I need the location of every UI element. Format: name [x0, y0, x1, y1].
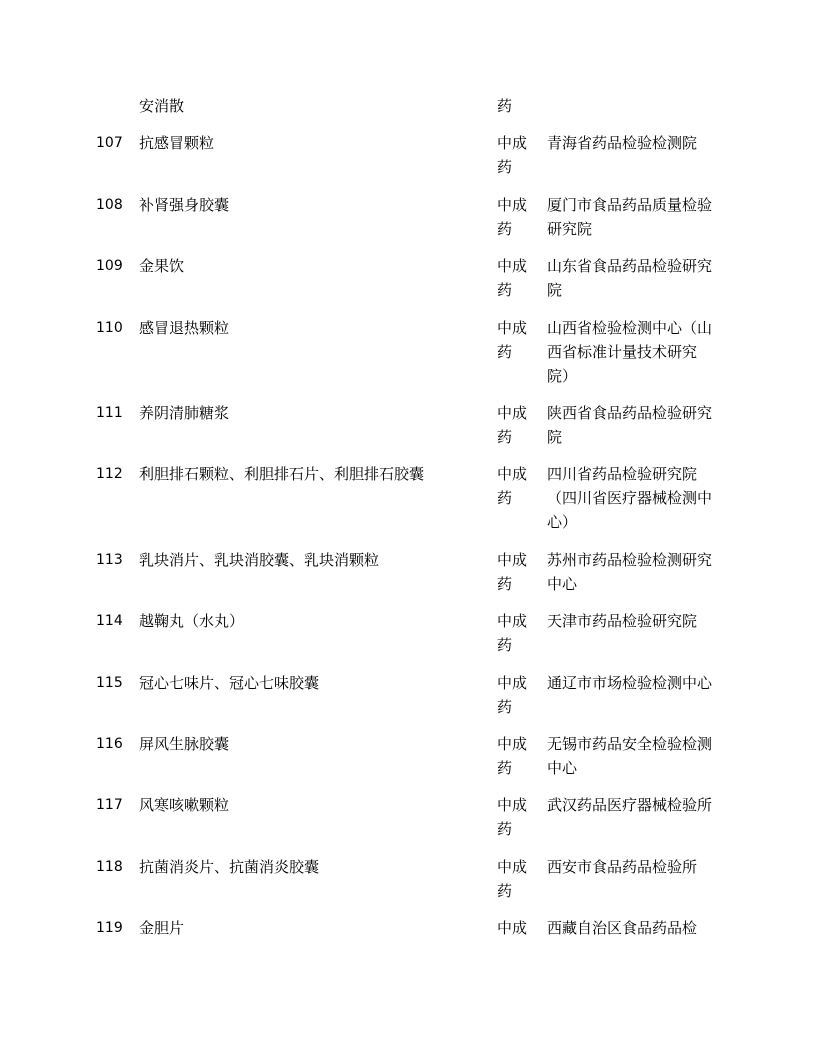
drug-name: 乳块消片、乳块消胶囊、乳块消颗粒	[139, 551, 380, 569]
drug-name: 安消散	[139, 97, 185, 115]
inspection-institution: 厦门市食品药品质量检验研究院	[547, 196, 713, 238]
drug-type: 中成药	[497, 612, 528, 654]
table-row	[0, 94, 816, 131]
drug-type: 中成药	[497, 257, 528, 299]
inspection-institution: 西藏自治区食品药品检	[547, 919, 698, 937]
table-row	[0, 193, 816, 254]
inspection-institution: 陕西省食品药品检验研究院	[547, 404, 713, 446]
table-row	[0, 609, 816, 671]
inspection-institution: 青海省药品检验检测院	[547, 134, 698, 152]
drug-name: 养阴清肺糖浆	[139, 404, 230, 422]
drug-type: 药	[497, 97, 513, 115]
inspection-institution: 山东省食品药品检验研究院	[547, 257, 713, 299]
drug-type: 中成药	[497, 858, 528, 900]
drug-name: 屏风生脉胶囊	[139, 735, 230, 753]
drug-name: 风寒咳嗽颗粒	[139, 796, 230, 814]
drug-name: 金胆片	[139, 919, 185, 937]
drug-name: 补肾强身胶囊	[139, 196, 230, 214]
row-number: 109	[96, 258, 123, 274]
row-number: 114	[96, 613, 123, 629]
row-number: 111	[96, 405, 123, 421]
drug-name: 抗感冒颗粒	[139, 134, 215, 152]
drug-type: 中成药	[497, 404, 528, 446]
table-row	[0, 732, 816, 793]
row-number: 108	[96, 197, 123, 213]
drug-type: 中成药	[497, 319, 528, 361]
drug-inspection-table	[0, 94, 816, 956]
table-row	[0, 855, 816, 916]
row-number: 116	[96, 736, 123, 752]
row-number: 107	[96, 135, 123, 151]
drug-type: 中成药	[497, 134, 528, 176]
drug-type: 中成药	[497, 465, 528, 507]
table-row	[0, 131, 816, 193]
drug-name: 感冒退热颗粒	[139, 319, 230, 337]
row-number: 110	[96, 320, 123, 336]
drug-type: 中成药	[497, 735, 528, 777]
inspection-institution: 四川省药品检验研究院（四川省医疗器械检测中心）	[547, 465, 713, 531]
row-number: 119	[96, 920, 123, 936]
row-number: 117	[96, 797, 123, 813]
drug-type: 中成	[497, 919, 528, 937]
drug-type: 中成药	[497, 551, 528, 593]
table-row	[0, 401, 816, 462]
drug-name: 冠心七味片、冠心七味胶囊	[139, 674, 320, 692]
drug-name: 金果饮	[139, 257, 185, 275]
inspection-institution: 苏州市药品检验检测研究中心	[547, 551, 713, 593]
inspection-institution: 武汉药品医疗器械检验所	[547, 796, 713, 814]
drug-name: 越鞠丸（水丸）	[139, 612, 245, 630]
inspection-institution: 西安市食品药品检验所	[547, 858, 698, 876]
inspection-institution: 天津市药品检验研究院	[547, 612, 698, 630]
table-row	[0, 793, 816, 855]
row-number: 115	[96, 675, 123, 691]
table-row	[0, 462, 816, 548]
row-number: 118	[96, 859, 123, 875]
table-row	[0, 316, 816, 401]
drug-type: 中成药	[497, 196, 528, 238]
table-row	[0, 671, 816, 732]
inspection-institution: 山西省检验检测中心（山西省标准计量技术研究院）	[547, 319, 713, 385]
drug-name: 利胆排石颗粒、利胆排石片、利胆排石胶囊	[139, 465, 425, 483]
table-row	[0, 254, 816, 316]
drug-type: 中成药	[497, 796, 528, 838]
inspection-institution: 无锡市药品安全检验检测中心	[547, 735, 713, 777]
drug-type: 中成药	[497, 674, 528, 716]
row-number: 112	[96, 466, 123, 482]
row-number: 113	[96, 552, 123, 568]
table-row	[0, 548, 816, 609]
drug-name: 抗菌消炎片、抗菌消炎胶囊	[139, 858, 320, 876]
inspection-institution: 通辽市市场检验检测中心	[547, 674, 713, 692]
table-row	[0, 916, 816, 956]
